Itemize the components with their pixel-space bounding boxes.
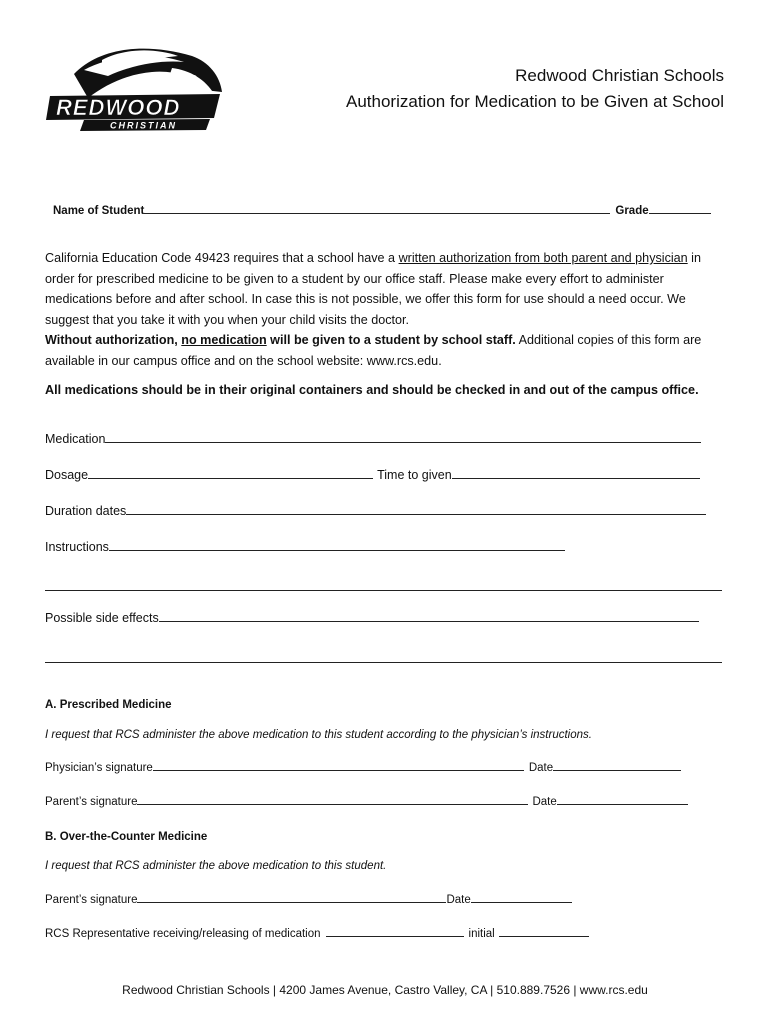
parent-signature-a-label: Parent’s signature: [45, 796, 138, 808]
wordmark-plate: [46, 94, 220, 131]
parent-signature-b-field[interactable]: [137, 902, 446, 903]
parent-date-a-field[interactable]: [557, 804, 688, 805]
no-medication-underline: no medication: [181, 333, 267, 347]
logo-sub: CHRISTIAN: [110, 120, 177, 131]
medication-row: [45, 432, 701, 446]
physician-date-label: Date: [528, 762, 554, 774]
rcs-representative-row: [45, 928, 589, 940]
intro-text-2: in order for prescribed medicine to be given to a student by our office staff. Please make every effort to administer medications before and after school. In case this is not possible, we offer this form for use should a need occur. We suggest that you take it with you when your child visits the doctor.: [45, 251, 701, 327]
dosage-label: Dosage: [45, 468, 89, 482]
section-a-statement: I request that RCS administer the above medication to this student according to the physician’s instructions.: [45, 729, 592, 741]
dosage-row: [45, 468, 700, 482]
name-of-student-label: Name of Student: [53, 205, 145, 217]
instructions-field-line-2[interactable]: [45, 590, 722, 591]
physician-signature-field[interactable]: [153, 770, 524, 771]
initial-field[interactable]: [499, 936, 589, 937]
section-a-title: A. Prescribed Medicine: [45, 699, 172, 711]
side-effects-field[interactable]: [159, 621, 699, 622]
school-name: Redwood Christian Schools: [515, 66, 724, 85]
footer-contact: Redwood Christian Schools | 4200 James Avenue, Castro Valley, CA | 510.889.7526 | www.rcs.edu: [122, 983, 648, 997]
intro-text-3: Additional copies of this form are available in our campus office and on the school website: www.rcs.edu.: [45, 333, 702, 368]
side-effects-row: [45, 611, 699, 625]
form-title: Authorization for Medication to be Given at School: [346, 92, 724, 111]
student-row: [53, 205, 711, 217]
physician-date-field[interactable]: [553, 770, 681, 771]
side-effects-label: Possible side effects: [45, 611, 159, 625]
parent-date-b-field[interactable]: [471, 902, 572, 903]
containers-notice: All medications should be in their original containers and should be checked in and out of the campus office.: [45, 383, 699, 397]
parent-signature-a-row: [45, 796, 688, 808]
without-authorization-bold: Without authorization,: [45, 333, 182, 347]
initial-label: initial: [468, 928, 495, 940]
rcs-representative-field[interactable]: [326, 936, 464, 937]
section-b-title: B. Over-the-Counter Medicine: [45, 831, 208, 843]
grade-field[interactable]: [649, 213, 711, 214]
student-name-field[interactable]: [144, 213, 610, 214]
rcs-representative-label: RCS Representative receiving/releasing of medication: [45, 928, 321, 940]
intro-text-1: California Education Code 49423 requires that a school have a: [45, 251, 399, 265]
instructions-row: [45, 540, 565, 554]
parent-signature-b-label: Parent’s signature: [45, 894, 138, 906]
duration-row: [45, 504, 706, 518]
eagle-head-icon: [74, 49, 222, 98]
duration-label: Duration dates: [45, 504, 127, 518]
grade-label: Grade: [615, 205, 649, 217]
side-effects-field-line-2[interactable]: [45, 662, 722, 663]
section-b-statement: I request that RCS administer the above medication to this student.: [45, 860, 387, 872]
physician-signature-label: Physician’s signature: [45, 762, 153, 774]
parent-date-a-label: Date: [532, 796, 557, 808]
time-label: Time to given: [377, 468, 452, 482]
duration-field[interactable]: [126, 514, 706, 515]
parent-signature-b-row: [45, 894, 572, 906]
medication-field[interactable]: [105, 442, 701, 443]
intro-paragraph: [45, 248, 730, 371]
medication-label: Medication: [45, 432, 106, 446]
time-field[interactable]: [452, 478, 700, 479]
logo-wordmark: REDWOOD: [56, 95, 181, 120]
instructions-field[interactable]: [109, 550, 565, 551]
dosage-field[interactable]: [88, 478, 373, 479]
redwood-christian-eagle-logo: [44, 40, 226, 132]
physician-signature-row: [45, 762, 681, 774]
written-authorization-underline: written authorization from both parent and physician: [398, 251, 688, 265]
instructions-label: Instructions: [45, 540, 109, 554]
parent-signature-a-field[interactable]: [137, 804, 528, 805]
parent-date-b-label: Date: [446, 894, 471, 906]
staff-bold: will be given to a student by school staff.: [266, 333, 516, 347]
